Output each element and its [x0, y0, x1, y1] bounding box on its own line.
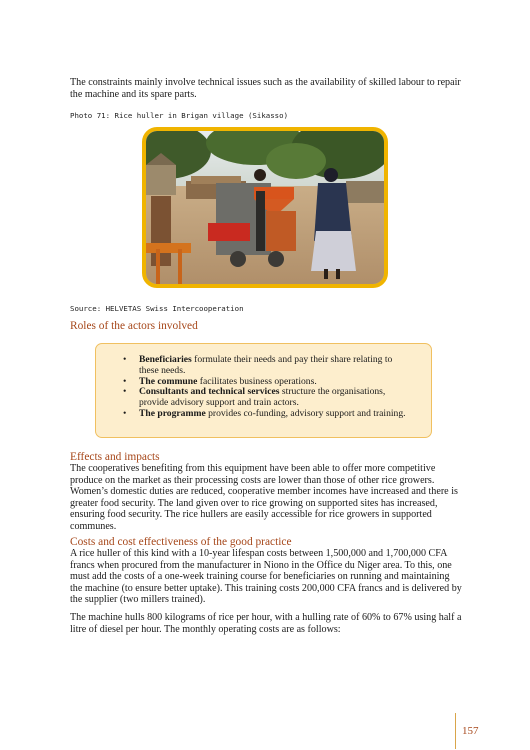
- costs-paragraph-1: A rice huller of this kind with a 10-year lifespan costs between 1,500,000 and 1,700,000 CFA francs when procured from the manufacturer in Niono in the Office du Niger area. To this, one must add the costs of a one-week training course for beneficiaries on running and maintaining the machine (to ensure better uptake). This training costs 200,000 CFA francs and is delivered by the supplier (two millers trained).: [70, 548, 462, 606]
- bullet-icon: •: [123, 375, 127, 387]
- list-item: [123, 355, 413, 377]
- effects-heading: Effects and impacts: [70, 451, 160, 463]
- photo-illustration: [146, 131, 384, 284]
- list-item: [123, 409, 413, 420]
- roles-box: [95, 343, 432, 438]
- photo-caption: Photo 71: Rice huller in Brigan village (Sikasso): [70, 111, 289, 120]
- footer-divider: [455, 713, 456, 749]
- actor-name: The commune: [139, 375, 198, 387]
- photo-source: Source: HELVETAS Swiss Intercooperation: [70, 304, 244, 313]
- roles-heading: Roles of the actors involved: [70, 320, 198, 332]
- actor-role: provides co-funding, advisory support and training.: [205, 407, 406, 419]
- actor-name: The programme: [139, 407, 206, 419]
- actor-role: structure the organisations, provide advisory support and train actors.: [139, 386, 386, 409]
- bullet-icon: •: [123, 407, 127, 419]
- actor-role: facilitates business operations.: [197, 375, 317, 387]
- intro-paragraph: The constraints mainly involve technical issues such as the availability of skilled labour to repair the machine and its spare parts.: [70, 77, 461, 100]
- page-number: 157: [462, 725, 479, 737]
- costs-heading: Costs and cost effectiveness of the good practice: [70, 536, 292, 548]
- list-item: [123, 387, 413, 409]
- actor-role: formulate their needs and pay their share relating to these needs.: [139, 354, 393, 376]
- bullet-icon: •: [123, 386, 127, 398]
- costs-paragraph-2: The machine hulls 800 kilograms of rice per hour, with a hulling rate of 60% to 67% using half a litre of diesel per hour. The monthly operating costs are as follows:: [70, 612, 462, 635]
- rice-huller-photo: [142, 127, 388, 288]
- bullet-icon: •: [123, 354, 127, 365]
- actor-name: Consultants and technical services: [139, 386, 280, 398]
- effects-paragraph: The cooperatives benefiting from this equipment have been able to offer more competitive produce on the market as their processing costs are lower than those of other rice growers. Women’s domestic duties are reduced, cooperative member incomes have increased and there is greater food security. The land given over to rice growing on supported sites has increased, ensuring food security. The rice hullers are easily accessible for rice growers in supported communes.: [70, 463, 458, 532]
- actor-name: Beneficiaries: [139, 354, 192, 365]
- roles-list: [123, 355, 413, 420]
